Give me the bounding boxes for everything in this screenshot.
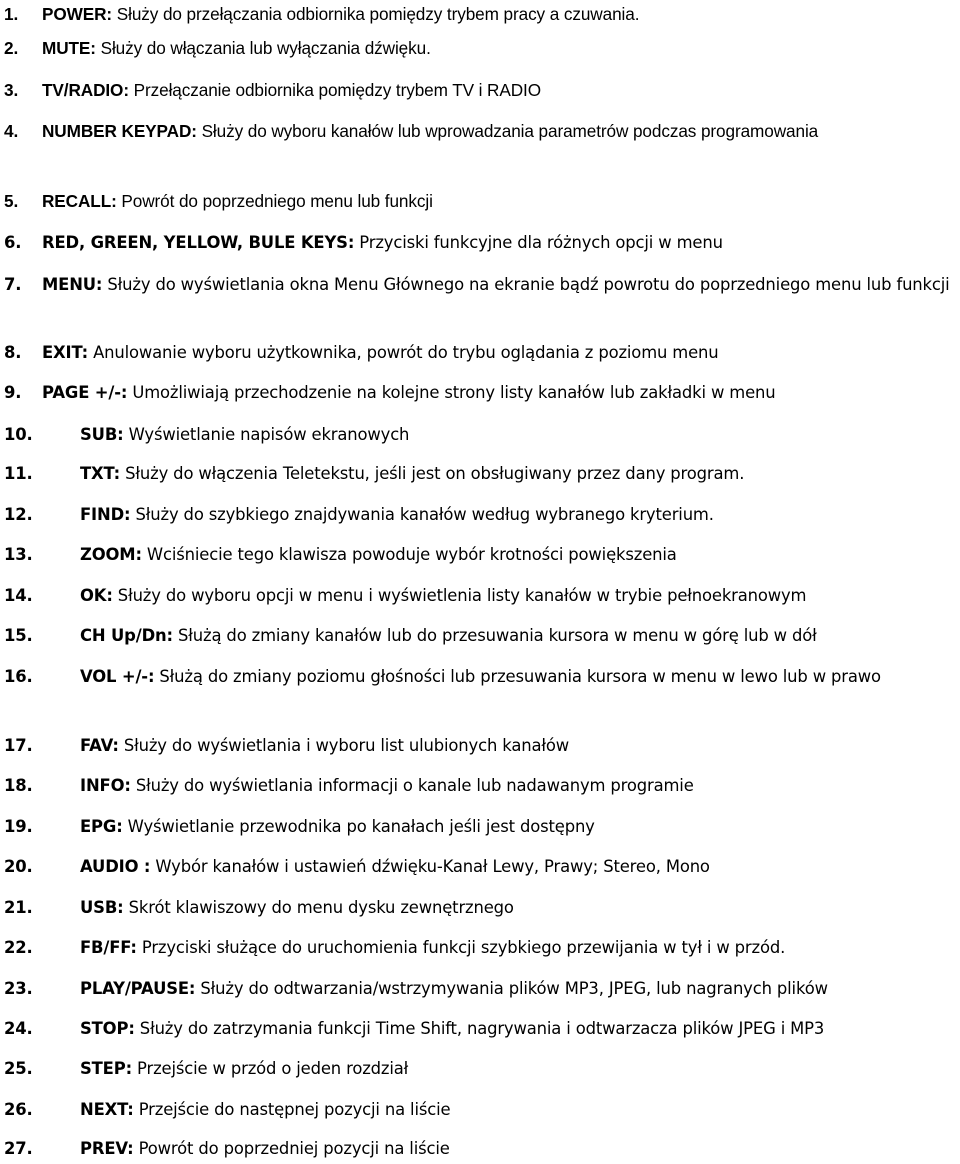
item-number: 27. [4, 1139, 33, 1158]
item-description [42, 34, 960, 63]
item-number: 26. [4, 1100, 33, 1119]
item-number: 22. [4, 938, 33, 957]
key-name: TV/RADIO: [42, 80, 129, 100]
item-description [80, 500, 960, 529]
key-function: Służy do odtwarzania/wstrzymywania plików MP3, JPEG, lub nagranych plików [195, 979, 828, 998]
key-function: Skrót klawiszowy do menu dysku zewnętrznego [123, 898, 514, 917]
item-number: 21. [4, 898, 33, 917]
item-description [42, 228, 960, 257]
item-number: 16. [4, 667, 33, 686]
item-description [80, 1095, 960, 1124]
item-number: 3. [4, 80, 19, 100]
key-name: PAGE +/-: [42, 383, 128, 402]
item-description [80, 852, 960, 881]
key-name: RED, GREEN, YELLOW, BULE KEYS: [42, 233, 355, 252]
item-description [80, 933, 960, 962]
key-name: INFO: [80, 776, 131, 795]
key-name: STEP: [80, 1059, 132, 1078]
item-description [80, 893, 960, 922]
key-function: Służy do wyświetlania okna Menu Głównego na ekranie bądź powrotu do poprzedniego menu lub funkcji [102, 275, 950, 294]
item-description [42, 76, 960, 105]
item-description [80, 662, 956, 691]
item-description [80, 731, 960, 760]
item-description [42, 187, 960, 216]
key-name: CH Up/Dn: [80, 626, 173, 645]
key-name: PLAY/PAUSE: [80, 979, 196, 998]
key-name: NUMBER KEYPAD: [42, 121, 197, 141]
key-function: Służy do zatrzymania funkcji Time Shift, nagrywania i odtwarzacza plików JPEG i MP3 [134, 1019, 825, 1038]
item-number: 15. [4, 626, 33, 645]
key-name: POWER: [42, 4, 113, 24]
key-function: Wyświetlanie przewodnika po kanałach jeśli jest dostępny [122, 817, 595, 836]
item-description [80, 420, 960, 449]
key-name: FIND: [80, 505, 131, 524]
key-function: Służy do wyświetlania i wyboru list ulubionych kanałów [118, 736, 569, 755]
key-name: SUB: [80, 425, 124, 444]
key-name: EXIT: [42, 343, 89, 362]
key-function: Służy do wyboru opcji w menu i wyświetlenia listy kanałów w trybie pełnoekranowym [112, 586, 807, 605]
item-number: 13. [4, 545, 33, 564]
item-number: 9. [4, 383, 22, 402]
key-name: TXT: [80, 464, 121, 483]
key-name: MUTE: [42, 38, 96, 58]
key-function: Służy do wyświetlania informacji o kanale lub nadawanym programie [130, 776, 694, 795]
item-description [42, 117, 892, 146]
item-description [42, 270, 956, 299]
item-number: 23. [4, 979, 33, 998]
key-function: Służą do zmiany poziomu głośności lub przesuwania kursora w menu w lewo lub w prawo [154, 667, 881, 686]
item-description [80, 1134, 960, 1163]
key-name: FB/FF: [80, 938, 137, 957]
key-function: Służy do włączenia Teletekstu, jeśli jest on obsługiwany przez dany program. [120, 464, 745, 483]
item-description [80, 540, 960, 569]
key-function: Przejście do następnej pozycji na liście [133, 1100, 451, 1119]
key-function: Przełączanie odbiornika pomiędzy trybem TV i RADIO [128, 80, 541, 100]
item-number: 19. [4, 817, 33, 836]
item-number: 11. [4, 464, 33, 483]
key-name: STOP: [80, 1019, 135, 1038]
key-function: Anulowanie wyboru użytkownika, powrót do trybu oglądania z poziomu menu [88, 343, 719, 362]
key-function: Służy do przełączania odbiornika pomiędzy trybem pracy a czuwania. [112, 4, 640, 24]
key-name: USB: [80, 898, 124, 917]
key-function: Wybór kanałów i ustawień dźwięku-Kanał Lewy, Prawy; Stereo, Mono [150, 857, 710, 876]
item-number: 5. [4, 191, 19, 211]
item-description [80, 1014, 960, 1043]
item-description [42, 378, 960, 407]
item-description [80, 974, 960, 1003]
item-number: 10. [4, 425, 33, 444]
key-name: AUDIO : [80, 857, 151, 876]
key-function: Powrót do poprzedniej pozycji na liście [133, 1139, 450, 1158]
key-function: Służy do szybkiego znajdywania kanałów według wybranego kryterium. [130, 505, 714, 524]
item-description [80, 771, 960, 800]
item-number: 14. [4, 586, 33, 605]
key-name: PREV: [80, 1139, 134, 1158]
item-description [80, 1054, 960, 1083]
key-function: Służy do włączania lub wyłączania dźwięku. [95, 38, 431, 58]
item-number: 7. [4, 275, 22, 294]
item-number: 6. [4, 233, 22, 252]
key-function: Przejście w przód o jeden rozdział [132, 1059, 409, 1078]
item-description [42, 0, 960, 29]
item-description [42, 338, 960, 367]
key-function: Służy do wyboru kanałów lub wprowadzania parametrów podczas programowania [196, 121, 819, 141]
item-number: 2. [4, 38, 19, 58]
item-description [80, 812, 960, 841]
key-name: MENU: [42, 275, 103, 294]
item-number: 17. [4, 736, 33, 755]
item-number: 4. [4, 121, 19, 141]
key-name: RECALL: [42, 191, 117, 211]
key-function: Służą do zmiany kanałów lub do przesuwania kursora w menu w górę lub w dół [172, 626, 817, 645]
key-name: ZOOM: [80, 545, 142, 564]
item-number: 25. [4, 1059, 33, 1078]
key-function: Wciśniecie tego klawisza powoduje wybór krotności powiększenia [141, 545, 677, 564]
item-number: 24. [4, 1019, 33, 1038]
item-description [80, 621, 960, 650]
item-description [80, 581, 960, 610]
item-description [80, 459, 960, 488]
item-number: 1. [4, 4, 19, 24]
item-number: 20. [4, 857, 33, 876]
key-function: Wyświetlanie napisów ekranowych [123, 425, 410, 444]
key-function: Przyciski służące do uruchomienia funkcji szybkiego przewijania w tył i w przód. [136, 938, 786, 957]
item-number: 8. [4, 343, 22, 362]
item-number: 18. [4, 776, 33, 795]
key-name: VOL +/-: [80, 667, 155, 686]
key-name: FAV: [80, 736, 119, 755]
key-name: EPG: [80, 817, 123, 836]
key-function: Powrót do poprzedniego menu lub funkcji [116, 191, 433, 211]
key-name: NEXT: [80, 1100, 134, 1119]
key-function: Przyciski funkcyjne dla różnych opcji w menu [354, 233, 723, 252]
key-name: OK: [80, 586, 113, 605]
key-function: Umożliwiają przechodzenie na kolejne strony listy kanałów lub zakładki w menu [127, 383, 776, 402]
item-number: 12. [4, 505, 33, 524]
